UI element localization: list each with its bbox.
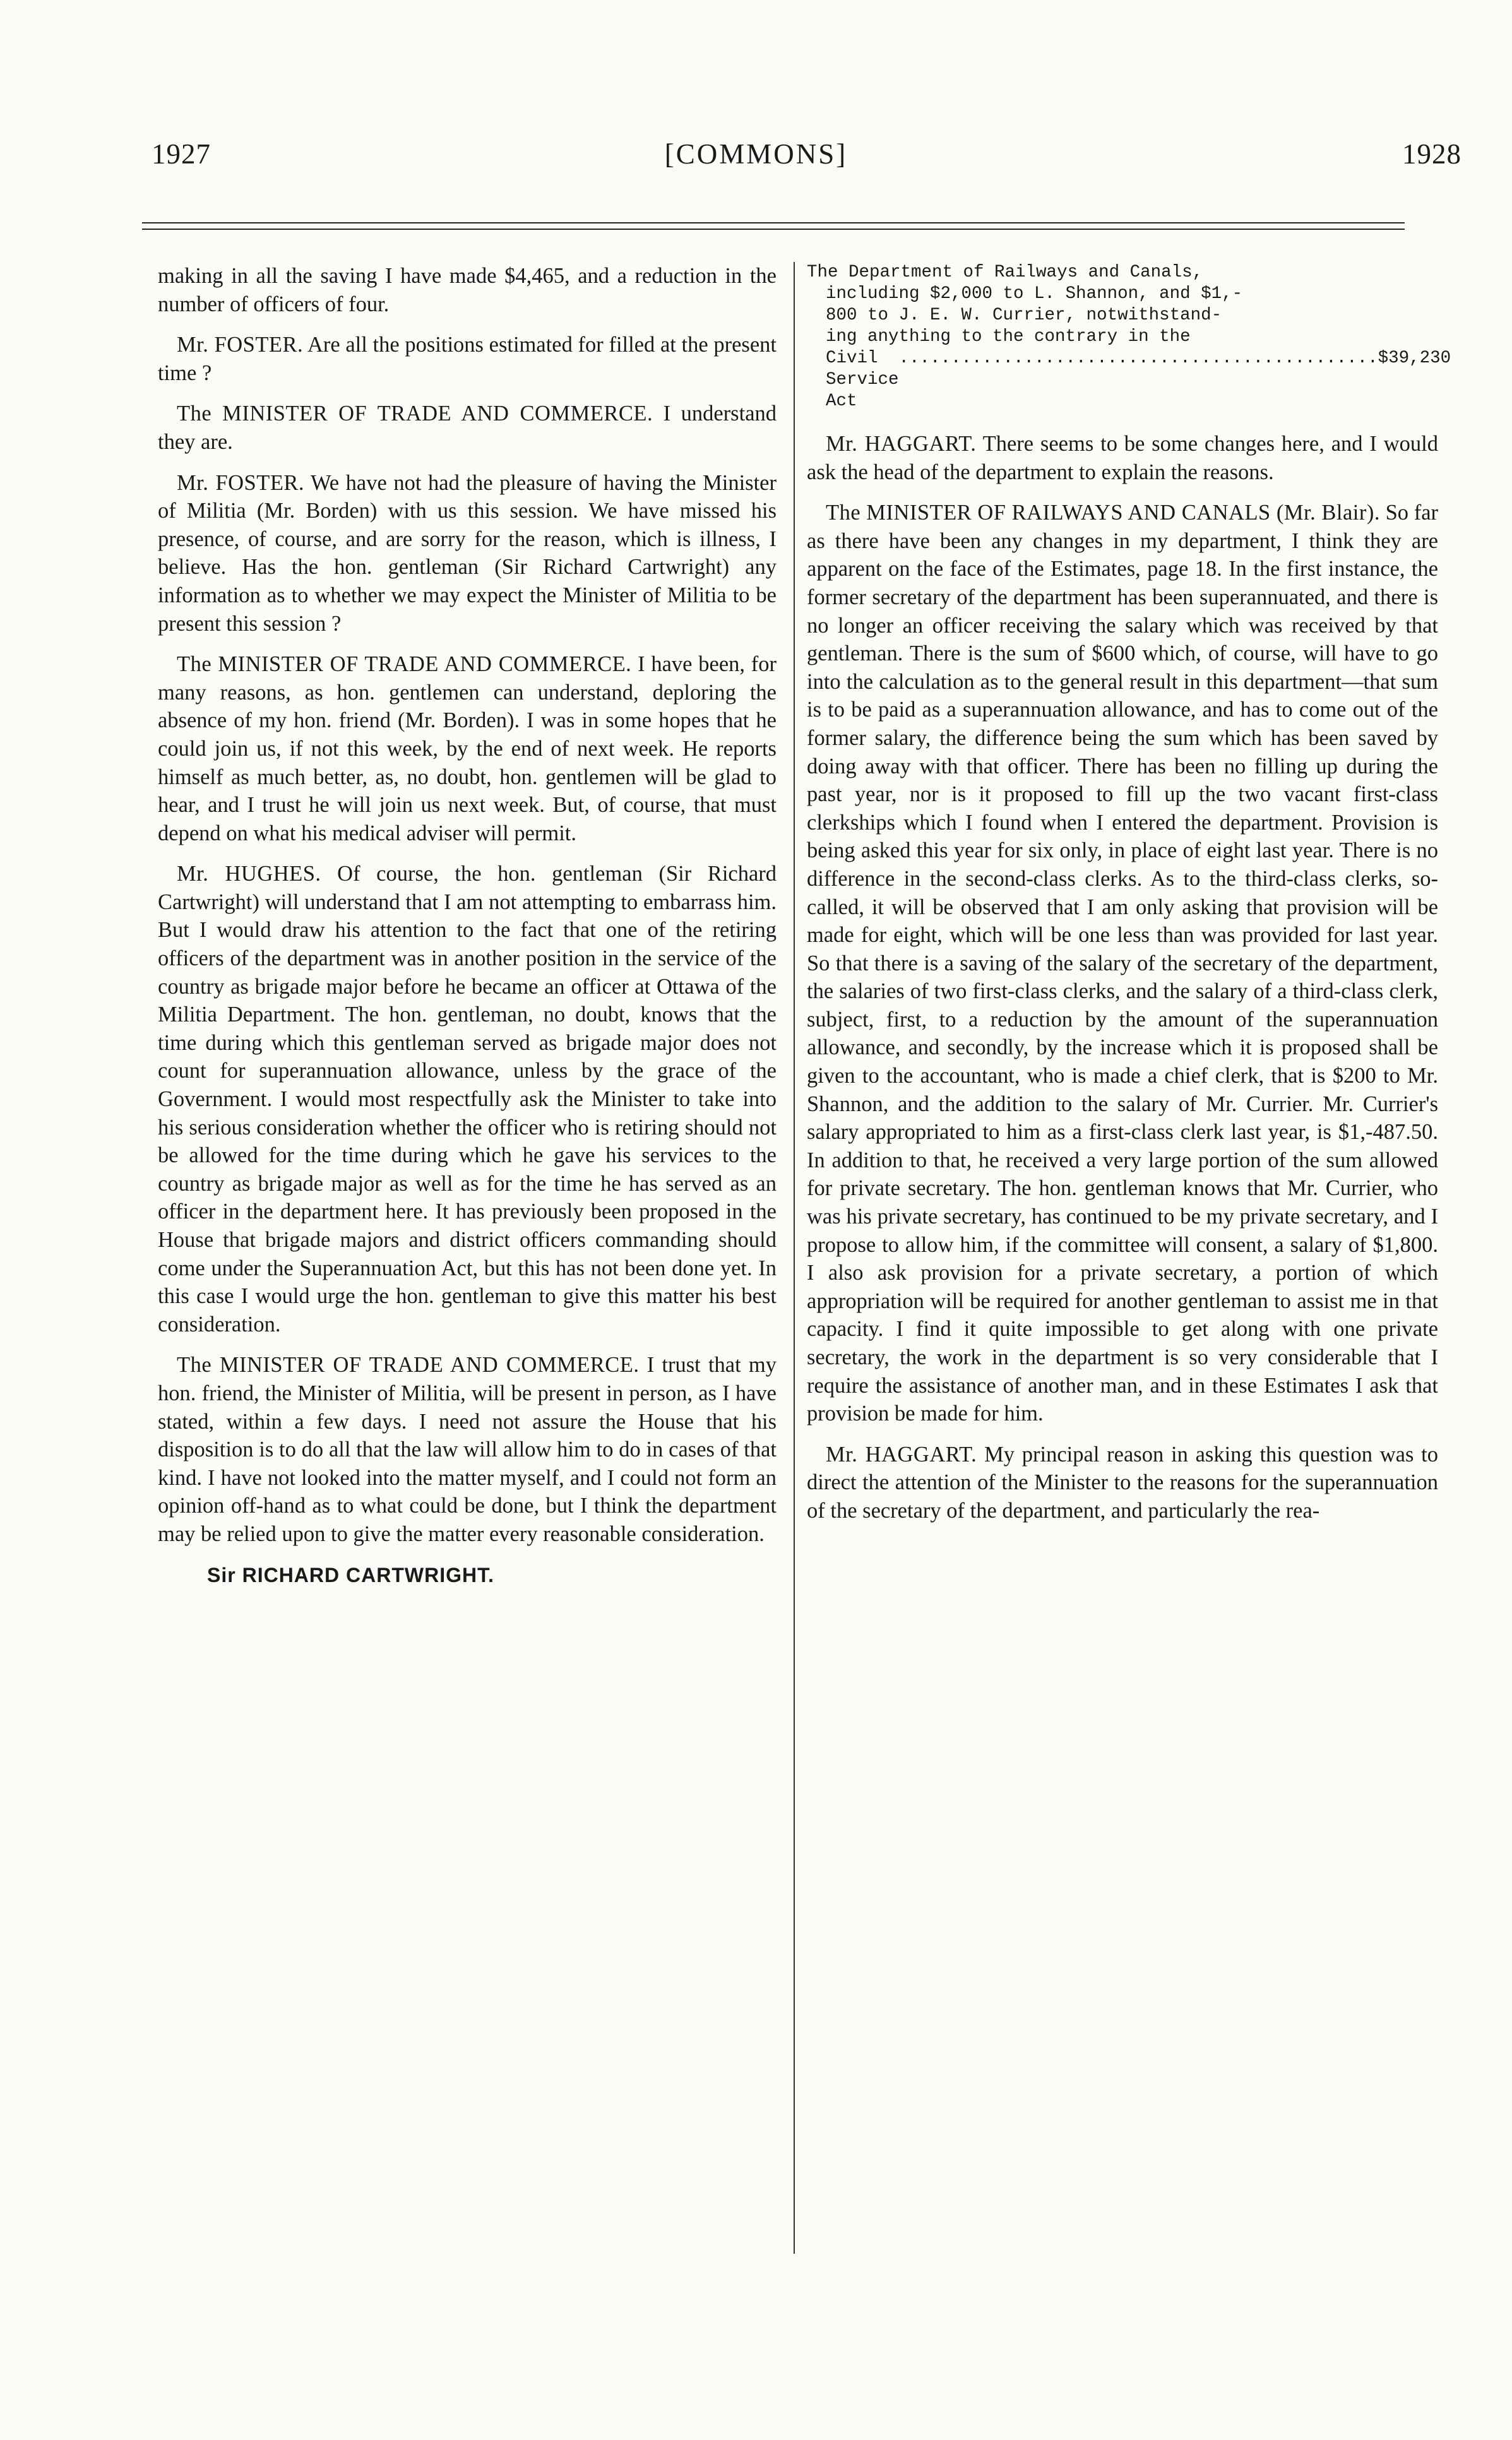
paragraph	[807, 499, 1438, 1428]
speaker-name: Mr. FOSTER.	[177, 470, 305, 495]
page-header	[0, 138, 1512, 182]
paragraph	[807, 430, 1438, 486]
paragraph-text: making in all the saving I have made $4,465, and a reduction in the number of officers of four.	[158, 264, 777, 316]
estimate-line: 800 to J. E. W. Currier, notwithstand-	[826, 306, 1222, 325]
paragraph-text: There seems to be some changes here, and I would ask the head of the department to explain the reasons.	[807, 432, 1438, 484]
paragraph-text: So far as there have been any changes in my department, I think they are apparent on the face of the Estimates, page 18. In the first instance, the former secretary of the department has been superannuated, and there is no longer an officer receiving the salary which was received by that gentleman. There is the sum of $600 which, of course, will have to go into the calculation as to the general result in this department—that sum is to be paid as a superannuation allowance, and has to come out of the former salary, the difference being the sum which has been saved by doing away with that officer. There has been no filling up during the past year, nor is it proposed to fill up the two vacant first-class clerkships which I found when I entered the department. Provision is being asked this year for six only, in place of eight last year. There is no difference in the second-class clerks. As to the third-class clerks, so-called, it will be observed that I am only asking that provision will be made for eight, which will be one less than was provided for last year. So that there is a saving of the salary of the secretary of the department, the salaries of two first-class clerks, and the salary of a third-class clerk, subject, first, to a reduction by the amount of the superannuation allowance, and secondly, by the increase which it is proposed shall be given to the accountant, who is made a chief clerk, that is $200 to Mr. Shannon, and the addition to the salary of Mr. Currier. Mr. Currier's salary appropriated to him as a first-class clerk last year, is $1,-487.50. In addition to that, he received a very large portion of the sum allowed for private secretary. The hon. gentleman knows that Mr. Currier, who was his private secretary, has continued to be my private secretary, and I propose to allow him, if the committee will consent, a salary of $1,800. I also ask provision for a private secretary, a portion of which appropriation will be required for another gentleman to assist me in that capacity. I find it quite impossible to get along with one private secretary, the work in the department is so very considerable that I require the assistance of another man, and in these Estimates I ask that provision be made for him.	[807, 501, 1438, 1426]
estimate-line: The Department of Railways and Canals,	[807, 263, 1203, 282]
paragraph-text: We have not had the pleasure of having the Minister of Militia (Mr. Borden) with us this session. We have missed his presence, of course, and are sorry for the reason, which is illness, I believe. Has the hon. gentleman (Sir Richard Cartwright) any information as to whether we may expect the Minister of Militia to be present this session ?	[158, 470, 777, 636]
running-title: [COMMONS]	[664, 138, 848, 170]
continued-speaker-catchword: Sir RICHARD CARTWRIGHT.	[207, 1563, 494, 1586]
paragraph-text: Are all the positions estimated for filled at the present time ?	[158, 333, 777, 385]
paragraph-text: I trust that my hon. friend, the Minister of Militia, will be present in person, as I have stated, within a few days. I need not assure the House that his disposition is to do all that the law will allow him to do in cases of that kind. I have not looked into the matter myself, and I could not form an opinion off-hand as to what could be done, but I think the department may be relied upon to give the matter every reasonable consideration.	[158, 1353, 777, 1546]
estimate-line: including $2,000 to L. Shannon, and $1,-	[826, 284, 1243, 304]
paragraph	[158, 400, 777, 456]
estimate-line: ing anything to the contrary in the	[826, 327, 1191, 347]
speaker-name: The MINISTER OF RAILWAYS AND CANALS (Mr. Blair).	[826, 501, 1380, 525]
paragraph-text: I understand they are.	[158, 402, 777, 454]
estimate-item	[807, 262, 1451, 412]
paragraph	[158, 262, 777, 318]
estimate-total-line	[807, 348, 1451, 412]
speaker-name: Mr. HUGHES.	[177, 862, 321, 886]
speaker-name: Mr. FOSTER.	[177, 333, 304, 357]
paragraph-text: My principal reason in asking this question was to direct the attention of the Minister to the reasons for the superannuation of the secretary of the department, and particularly the rea-	[807, 1442, 1438, 1523]
paragraph	[158, 650, 777, 847]
header-rule-bottom	[142, 229, 1405, 230]
paragraph	[158, 1351, 777, 1548]
estimate-line-label: Civil Service Act	[826, 348, 899, 411]
paragraph	[158, 860, 777, 1338]
speaker-name: The MINISTER OF TRADE AND COMMERCE.	[177, 402, 653, 426]
right-column	[807, 262, 1451, 1538]
paragraph	[807, 1441, 1438, 1525]
column-divider	[794, 262, 795, 2254]
speaker-name: The MINISTER OF TRADE AND COMMERCE.	[177, 652, 632, 677]
leader-dots: ..............................................	[898, 348, 1378, 368]
speaker-name: Mr. HAGGART.	[826, 1442, 977, 1467]
paragraph	[158, 331, 777, 387]
speaker-name: Mr. HAGGART.	[826, 432, 977, 456]
left-column	[158, 262, 777, 1589]
speaker-name: The MINISTER OF TRADE AND COMMERCE.	[177, 1353, 640, 1378]
header-rule-top	[142, 222, 1405, 223]
paragraph-text: I have been, for many reasons, as hon. gentlemen can understand, deploring the absence of my hon. friend (Mr. Borden). I was in some hopes that he could join us, if not this week, by the end of next week. He reports himself as much better, as, no doubt, hon. gentlemen will be glad to hear, and I trust he will join us next week. But, of course, that must depend on what his medical adviser will permit.	[158, 652, 777, 845]
page-number-left: 1927	[152, 138, 211, 170]
paragraph-text: Of course, the hon. gentleman (Sir Richard Cartwright) will understand that I am not attempting to embarrass him. But I would draw his attention to the fact that one of the retiring officers of the department was in another position in the service of the country as brigade major before he became an officer at Ottawa of the Militia Department. The hon. gentleman, no doubt, knows that the time during which this gentleman served as brigade major does not count for superannuation allowance, unless by the grace of the Government. I would most respectfully ask the Minister to take into his serious consideration whether the officer who is retiring should not be allowed for the time during which he gave his services to the country as brigade major as well as for the time he has served as an officer in the department here. It has previously been proposed in the House that brigade majors and district officers commanding should come under the Superannuation Act, but this has not been done yet. In this case I would urge the hon. gentleman to give this matter his best consideration.	[158, 862, 777, 1336]
paragraph	[158, 469, 777, 638]
estimate-amount: $39,230	[1378, 348, 1451, 368]
page-number-right: 1928	[1402, 138, 1461, 170]
